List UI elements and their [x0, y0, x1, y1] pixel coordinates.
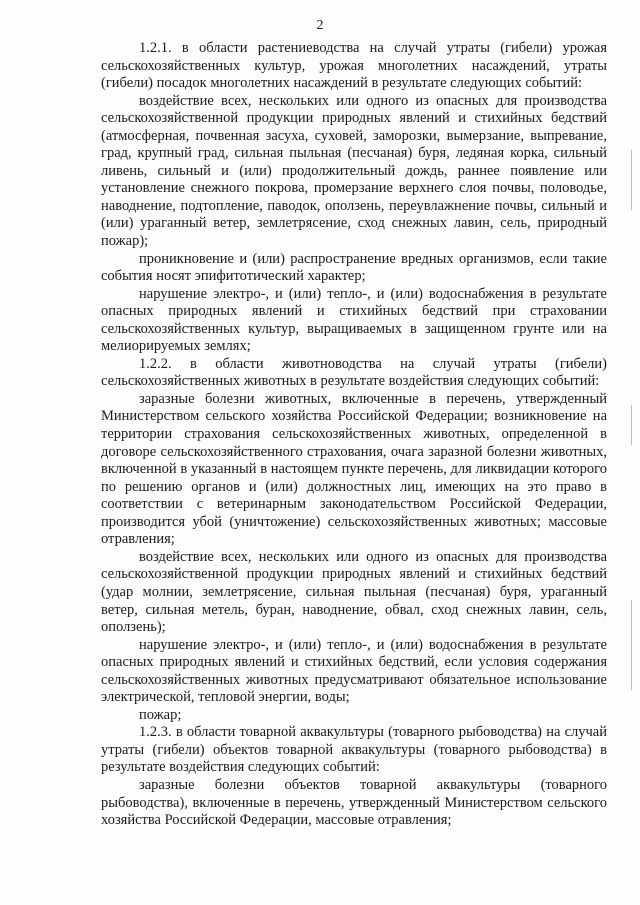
paragraph-animal-diseases: заразные болезни животных, включенные в перечень, утвержденный Министерством сельского хозяйства Российской Федерации; возникновение на территории страхования сельскохозяйственных животных, определенной в договоре сельскохозяйственного страхования, очага заразной болезни животных, включенной в указанный в настоящем пункте перечень, для ликвидации которого по решению органов и (или) должностных лиц, имеющих на это право в соответствии с ветеринарным законодательством Российской Федерации, производится убой (уничтожение) сельскохозяйственных животных; массовые отравления;: [101, 390, 607, 548]
scan-edge-mark: [631, 405, 632, 445]
paragraph-pests: проникновение и (или) распространение вредных организмов, если такие события носят эпифитотический характер;: [101, 250, 607, 285]
paragraph-livestock-hazards: воздействие всех, нескольких или одного из опасных для производства сельскохозяйственной продукции природных явлений и стихийных бедствий (удар молнии, землетрясение, сильная пыльная (песчаная) буря, ураганный ветер, сильная метель, буран, наводнение, обвал, сход снежных лавин, сель, оползень);: [101, 548, 607, 636]
paragraph-1-2-3: 1.2.3. в области товарной аквакультуры (товарного рыбоводства) на случай утраты (гибели) объектов товарной аквакультуры (товарного рыбоводства) в результате воздействия следующих событий:: [101, 724, 607, 776]
scan-edge-mark: [631, 150, 632, 210]
paragraph-1-2-2: 1.2.2. в области животноводства на случай утраты (гибели) сельскохозяйственных животных в результате воздействия следующих событий:: [101, 355, 607, 390]
paragraph-natural-hazards: воздействие всех, нескольких или одного из опасных для производства сельскохозяйственной продукции природных явлений и стихийных бедствий (атмосферная, почвенная засуха, суховей, заморозки, вымерзание, выпревание, град, крупный град, сильная пыльная (песчаная) буря, ледяная корка, сильный ливень, сильный и (или) продолжительный дождь, раннее появление или установление снежного покрова, промерзание верхнего слоя почвы, половодье, наводнение, подтопление, паводок, оползень, переувлажнение почвы, сильный и (или) ураганный ветер, землетрясение, сход снежных лавин, сель, природный пожар);: [101, 92, 607, 250]
paragraph-utilities-failure: нарушение электро-, и (или) тепло-, и (или) водоснабжения в результате опасных природных явлений и стихийных бедствий при страховании сельскохозяйственных культур, выращиваемых в защищенном грунте или на мелиорируемых землях;: [101, 285, 607, 355]
scan-edge-mark: [631, 600, 632, 690]
paragraph-aquaculture-diseases: заразные болезни объектов товарной аквакультуры (товарного рыбоводства), включенные в перечень, утвержденный Министерством сельского хозяйства Российской Федерации, массовые отравления;: [101, 776, 607, 829]
paragraph-1-2-1: 1.2.1. в области растениеводства на случай утраты (гибели) урожая сельскохозяйственных культур, урожая многолетних насаждений, утраты (гибели) посадок многолетних насаждений в результате следующих событий:: [101, 40, 607, 92]
paragraph-fire: пожар;: [139, 706, 182, 723]
paragraph-livestock-utilities: нарушение электро-, и (или) тепло-, и (или) водоснабжения в результате опасных природных явлений и стихийных бедствий, если условия содержания сельскохозяйственных животных предусматривают обязательное использование электрической, тепловой энергии, воды;: [101, 636, 607, 706]
page-number: 2: [316, 18, 324, 33]
document-body: [101, 40, 607, 830]
